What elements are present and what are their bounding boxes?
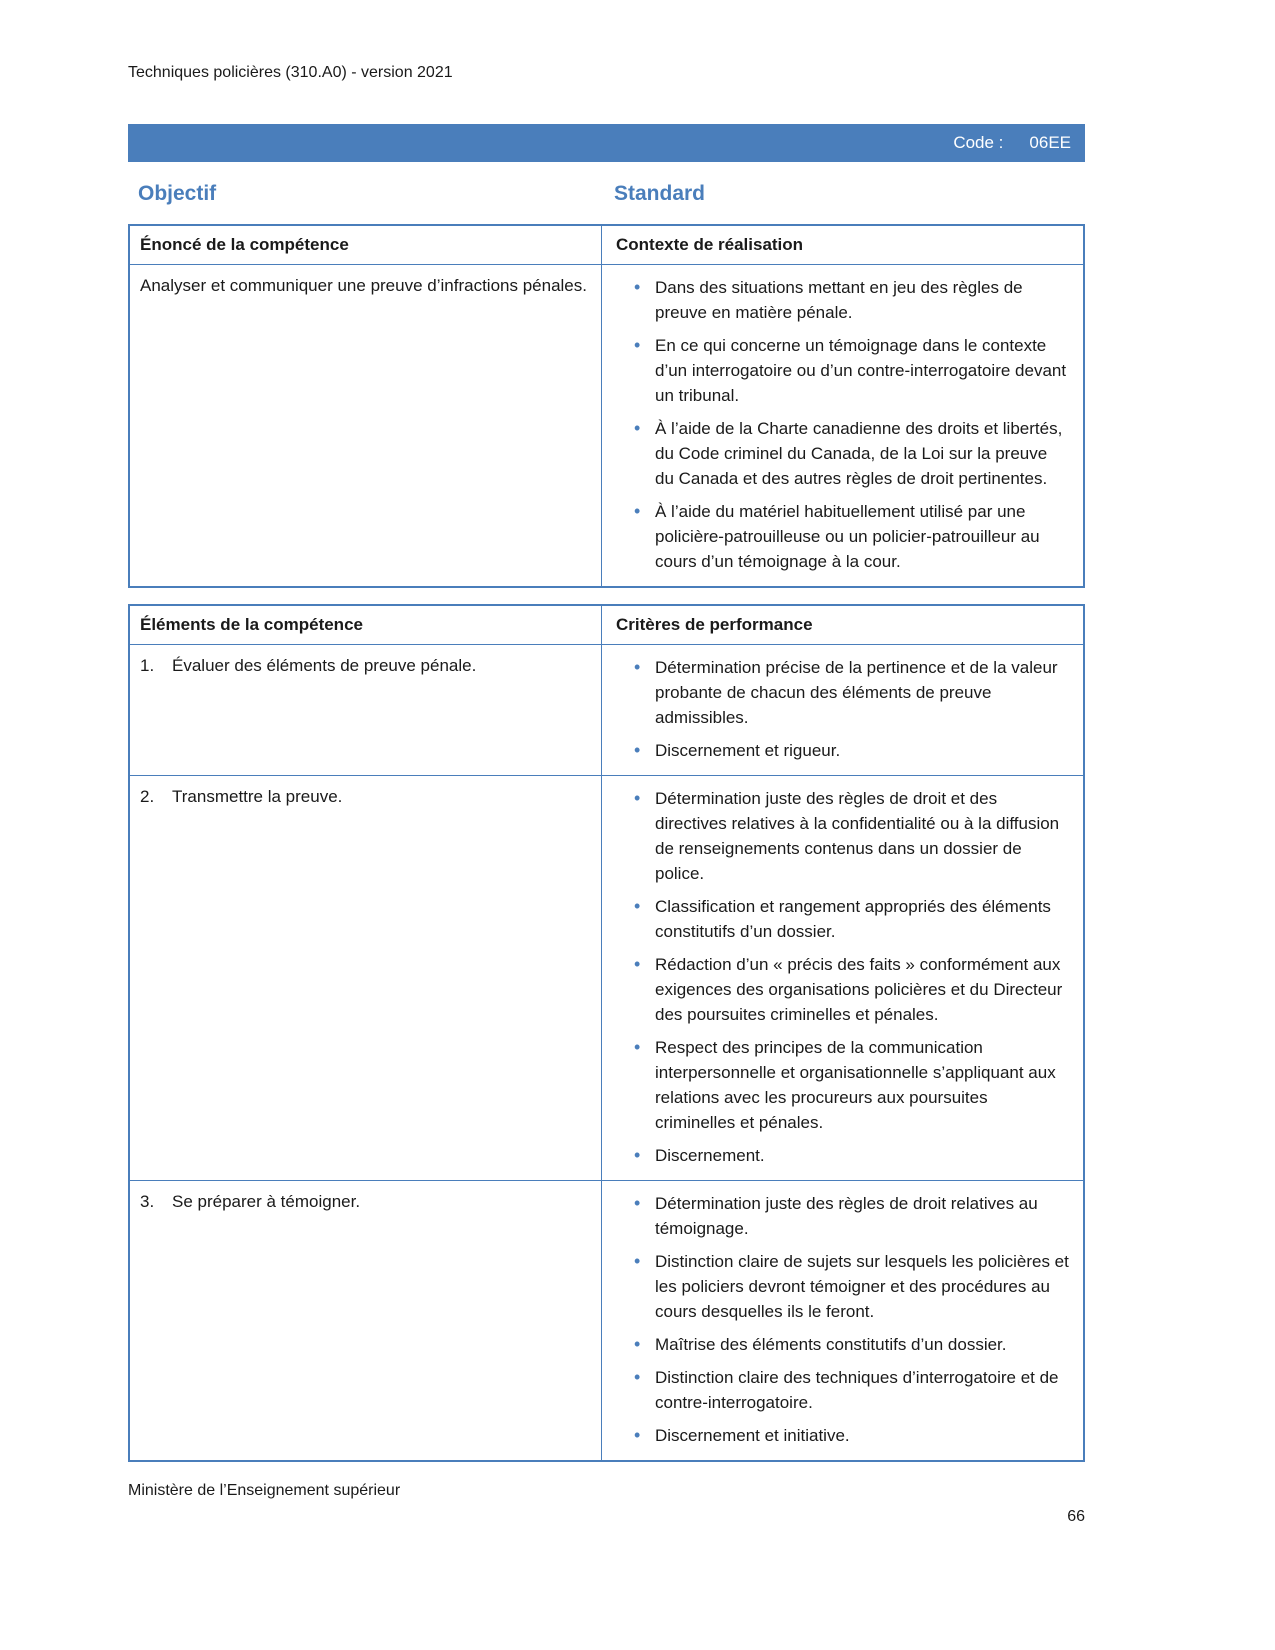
page-content	[128, 0, 1085, 1478]
running-header: Techniques policières (310.A0) - version 2021	[128, 64, 453, 81]
bullet-item: • En ce qui concerne un témoignage dans le contexte d’un interrogatoire ou d’un contre-interrogatoire devant un tribunal.	[634, 333, 1069, 408]
element-label	[140, 1189, 587, 1214]
element-row-1	[130, 645, 1083, 775]
competence-table	[128, 224, 1085, 588]
elements-table	[128, 604, 1085, 1462]
bullet-item: • Dans des situations mettant en jeu des règles de preuve en matière pénale.	[634, 275, 1069, 325]
criteres-bullet-list	[616, 1191, 1069, 1448]
contexte-cell	[602, 265, 1083, 586]
element-label	[140, 653, 587, 678]
bullet-item: • Classification et rangement appropriés des éléments constitutifs d’un dossier.	[634, 894, 1069, 944]
bullet-item: • Discernement et rigueur.	[634, 738, 1069, 763]
bullet-item: • Maîtrise des éléments constitutifs d’un dossier.	[634, 1332, 1069, 1357]
criteres-header: Critères de performance	[616, 615, 813, 634]
element-number: 1.	[140, 656, 155, 675]
element-number: 3.	[140, 1192, 155, 1211]
bullet-item: • Détermination précise de la pertinence et de la valeur probante de chacun des éléments de preuve admissibles.	[634, 655, 1069, 730]
bullet-item: • Distinction claire de sujets sur lesquels les policières et les policiers devront témoigner et des procédures au cours desquelles ils le feront.	[634, 1249, 1069, 1324]
code-banner	[128, 124, 1085, 162]
enonce-header: Énoncé de la compétence	[130, 226, 602, 264]
contexte-bullet-list	[616, 275, 1069, 574]
element-label-cell	[130, 645, 602, 775]
element-row-3	[130, 1180, 1083, 1460]
element-label-cell	[130, 776, 602, 1180]
criteres-cell	[602, 645, 1083, 775]
bullet-item: • À l’aide de la Charte canadienne des droits et libertés, du Code criminel du Canada, de la Loi sur la preuve du Canada et des autres règles de droit pertinentes.	[634, 416, 1069, 491]
elements-table-header	[130, 606, 1083, 645]
elements-header: Éléments de la compétence	[130, 606, 602, 644]
bullet-item: • Discernement.	[634, 1143, 1069, 1168]
bullet-item: • Détermination juste des règles de droit et des directives relatives à la confidentialité ou à la diffusion de renseignements contenus dans un dossier de police.	[634, 786, 1069, 886]
element-row-2	[130, 775, 1083, 1180]
bullet-item: • Discernement et initiative.	[634, 1423, 1069, 1448]
competence-table-row	[130, 265, 1083, 586]
bullet-item: • Rédaction d’un « précis des faits » conformément aux exigences des organisations policières et du Directeur des poursuites criminelles et pénales.	[634, 952, 1069, 1027]
element-text: Transmettre la preuve.	[172, 787, 343, 806]
code-value: 06EE	[1029, 133, 1071, 152]
contexte-header: Contexte de réalisation	[616, 235, 804, 254]
criteres-cell	[602, 776, 1083, 1180]
criteres-cell	[602, 1181, 1083, 1460]
page-number: 66	[1067, 1508, 1085, 1525]
code-label: Code :	[953, 133, 1004, 152]
bullet-item: • Respect des principes de la communication interpersonnelle et organisationnelle s’appliquant aux relations avec les procureurs aux poursuites criminelles et pénales.	[634, 1035, 1069, 1135]
criteres-bullet-list	[616, 786, 1069, 1168]
competence-table-header	[130, 226, 1083, 265]
bullet-item: • À l’aide du matériel habituellement utilisé par une policière-patrouilleuse ou un policier-patrouilleur au cours d’un témoignage à la cour.	[634, 499, 1069, 574]
competence-statement: Analyser et communiquer une preuve d’infractions pénales.	[140, 276, 587, 295]
element-text: Se préparer à témoigner.	[172, 1192, 361, 1211]
competence-statement-cell	[130, 265, 602, 586]
section-headings	[128, 182, 1085, 206]
footer-ministry: Ministère de l’Enseignement supérieur	[128, 1482, 401, 1499]
element-text: Évaluer des éléments de preuve pénale.	[172, 656, 477, 675]
page-footer	[128, 1482, 1085, 1526]
standard-heading: Standard	[614, 182, 706, 205]
objectif-heading: Objectif	[138, 182, 217, 205]
bullet-item: • Distinction claire des techniques d’interrogatoire et de contre-interrogatoire.	[634, 1365, 1069, 1415]
element-label	[140, 784, 587, 809]
element-number: 2.	[140, 787, 155, 806]
bullet-item: • Détermination juste des règles de droit relatives au témoignage.	[634, 1191, 1069, 1241]
criteres-bullet-list	[616, 655, 1069, 763]
element-label-cell	[130, 1181, 602, 1460]
